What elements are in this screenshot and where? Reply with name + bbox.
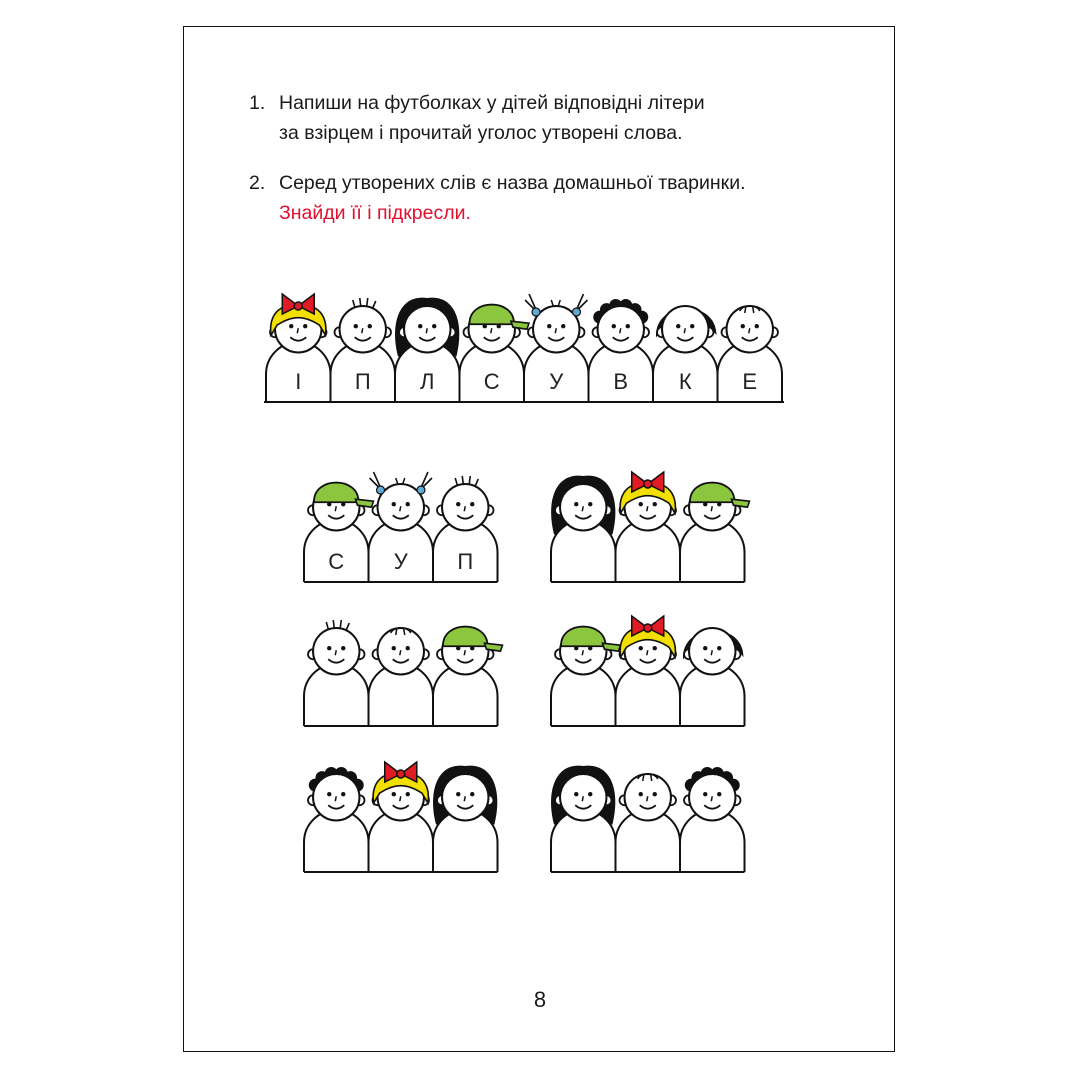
kid-boy-crew — [369, 628, 434, 726]
kid-girl-bow — [369, 762, 434, 872]
kid-boy-cap — [680, 483, 749, 582]
shirt-letter: В — [613, 368, 629, 394]
kid-boy-cap — [551, 627, 620, 726]
kid-girl-bow — [616, 472, 681, 582]
kid-girl-bangs — [653, 306, 718, 402]
shirt-letter: У — [549, 368, 564, 394]
kid-boy-curly — [304, 767, 369, 872]
kid-girl-curly — [395, 298, 460, 402]
kid-boy-cap — [304, 483, 373, 582]
task-2-line-2: Знайди її і підкресли. — [279, 202, 471, 224]
task-1-line-1: Напиши на футболках у дітей відповідні літери — [279, 92, 705, 114]
kid-girl-bow — [266, 294, 331, 402]
shirt-letter: Л — [420, 368, 435, 394]
kid-boy-crew — [718, 306, 783, 402]
kid-boy-spiky — [331, 298, 396, 402]
word-group — [304, 620, 502, 726]
word-group — [551, 472, 749, 582]
shirt-letter: Е — [742, 368, 758, 394]
kid-girl-curly — [433, 766, 498, 872]
key-row — [264, 294, 784, 402]
shirt-letter: П — [354, 368, 371, 394]
word-group — [551, 766, 745, 872]
page-number: 8 — [533, 987, 547, 1012]
word-group — [304, 472, 498, 582]
word-groups — [304, 472, 749, 872]
kid-boy-crew — [616, 774, 681, 872]
shirt-letter: С — [483, 368, 500, 394]
shirt-letter: К — [678, 368, 692, 394]
task-1-line-2: за взірцем і прочитай уголос утворені слова. — [279, 122, 683, 144]
task-1-number: 1. — [249, 92, 266, 114]
shirt-letter: С — [328, 548, 345, 574]
word-group — [304, 762, 498, 872]
kid-boy-cap — [460, 305, 529, 402]
kid-boy-spiky — [304, 620, 369, 726]
kid-girl-curly — [551, 476, 616, 582]
kid-girl-bangs — [680, 628, 745, 726]
shirt-letter: П — [457, 548, 474, 574]
kid-boy-curly — [680, 767, 745, 872]
kid-girl-bow — [616, 616, 681, 726]
kid-boy-spiky — [433, 476, 498, 582]
kid-girl-pigtails — [369, 472, 434, 582]
shirt-letter: І — [295, 368, 302, 394]
word-group — [551, 616, 745, 726]
task-2-line-1: Серед утворених слів є назва домашньої тваринки. — [279, 172, 746, 194]
kid-boy-curly — [589, 299, 654, 402]
kid-boy-cap — [433, 627, 502, 726]
kid-girl-pigtails — [524, 294, 589, 402]
task-2-number: 2. — [249, 172, 266, 194]
shirt-letter: У — [393, 548, 408, 574]
kid-girl-curly — [551, 766, 616, 872]
